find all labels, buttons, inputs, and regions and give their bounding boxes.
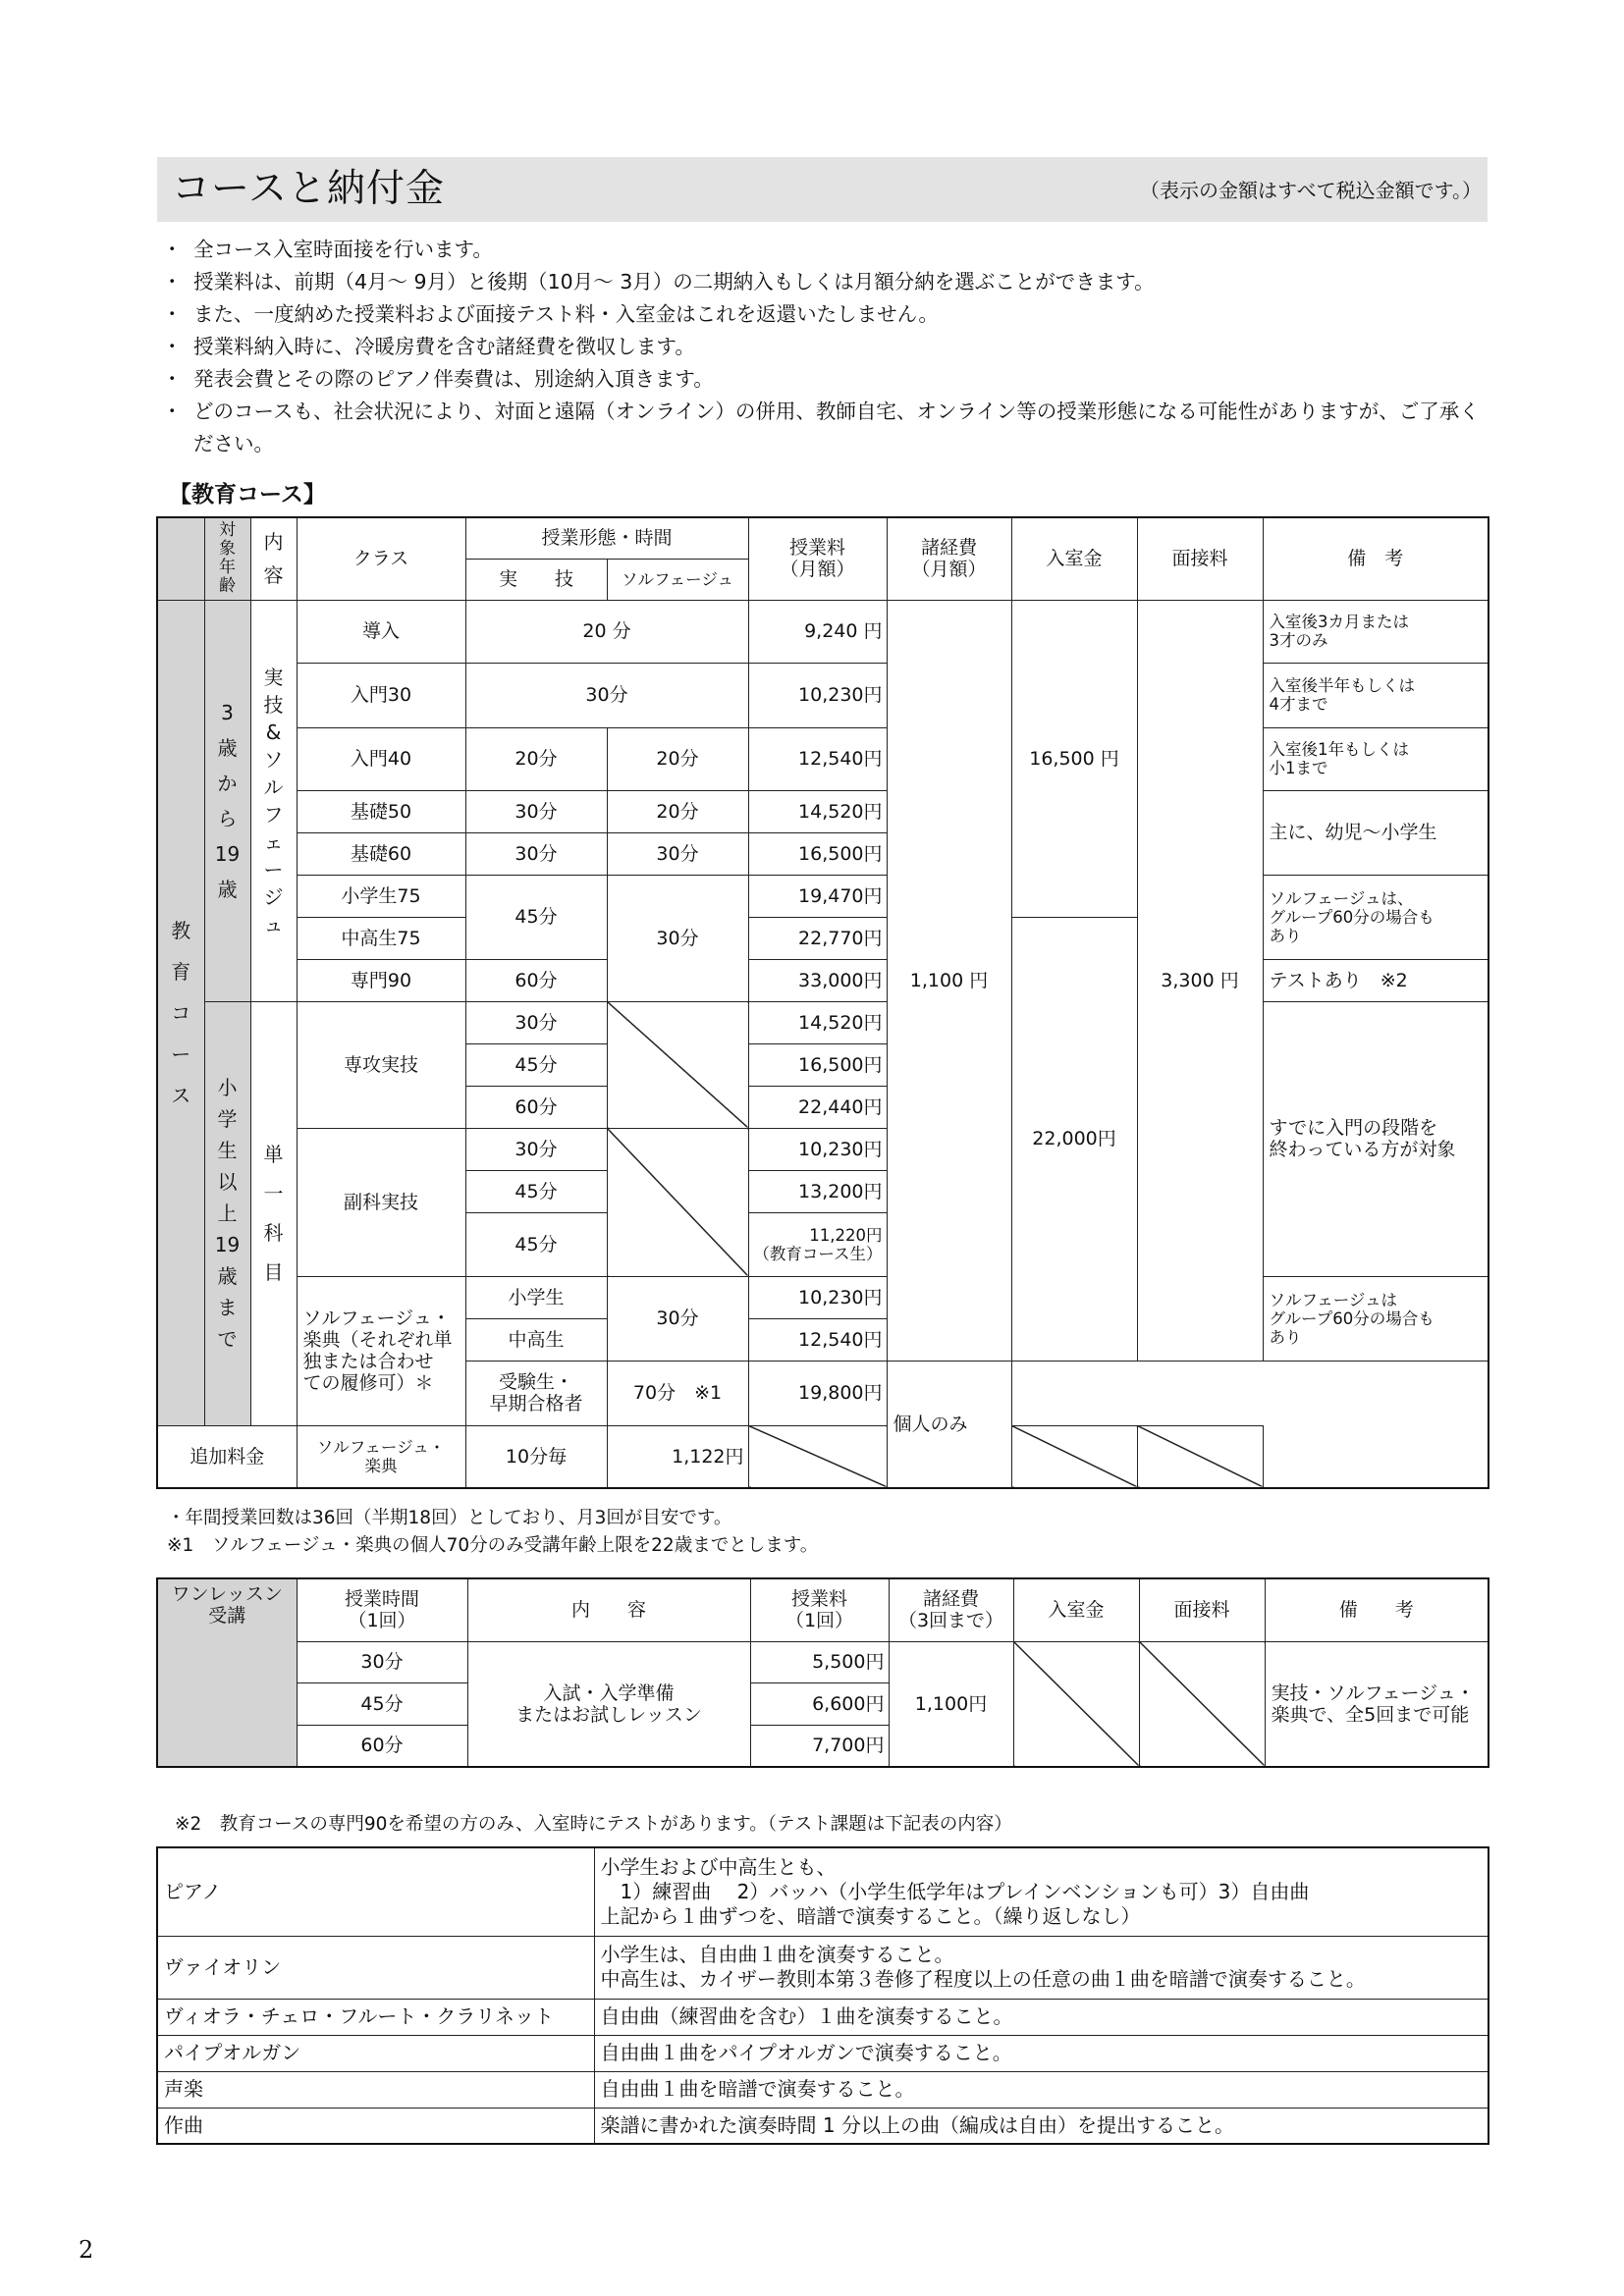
solfege-time: 30分 (607, 1276, 748, 1361)
major-time: 30分 (465, 1001, 607, 1043)
content-practical-solfege: 実 技 & ソ ル フ ェ ー ジ ュ (250, 600, 297, 1001)
empty-diagonal-cell (1013, 1641, 1139, 1767)
solfege-time: 20分 (607, 790, 748, 832)
extra-fee-time: 10分毎 (465, 1425, 607, 1488)
tuition-value: 10,230円 (748, 663, 887, 727)
header-target-age: 対 象 年 齢 (204, 517, 250, 600)
test-note: ※2 教育コースの専門90を希望の方のみ、入室時にテストがあります。（テスト課題は下記表の内容） (175, 1814, 1012, 1835)
class-name: 小学生75 (297, 875, 465, 917)
class-name: 基礎50 (297, 790, 465, 832)
remarks-cell: 個人のみ (887, 1361, 1011, 1488)
tuition-value: 13,200円 (748, 1170, 887, 1212)
test-content: 自由曲１曲をパイプオルガンで演奏すること。 (594, 2035, 1489, 2071)
test-content: 自由曲１曲を暗譜で演奏すること。 (594, 2071, 1489, 2108)
remarks-cell: ソルフェージュは、 グループ60分の場合も あり (1263, 875, 1489, 959)
tuition-value: 5,500円 (750, 1641, 889, 1682)
remarks-cell: ソルフェージュは グループ60分の場合も あり (1263, 1276, 1489, 1361)
lesson-content: 入試・入学準備 またはお試しレッスン (467, 1641, 750, 1767)
course-label-vertical: 教 育 コ ー ス (157, 600, 204, 1425)
tuition-value: 33,000円 (748, 959, 887, 1001)
tuition-value: 19,800円 (748, 1361, 887, 1425)
remarks-cell: テストあり ※2 (1263, 959, 1489, 1001)
tuition-value: 12,540円 (748, 1318, 887, 1361)
expenses-value: 1,100 円 (887, 600, 1011, 1361)
tuition-value: 9,240 円 (748, 600, 887, 663)
solfege-theory-label: ソルフェージュ・ 楽典（それぞれ単 独または合わせ ての履修可）＊ (297, 1276, 465, 1425)
note-line: ※1 ソルフェージュ・楽典の個人70分のみ受講年齢上限を22歳までとします。 (167, 1535, 819, 1556)
test-content: 楽譜に書かれた演奏時間 1 分以上の曲（編成は自由）を提出すること。 (594, 2108, 1489, 2144)
header-expenses: 諸経費 （3回まで） (889, 1578, 1013, 1641)
tuition-value: 16,500円 (748, 1043, 887, 1086)
class-name: 入門40 (297, 727, 465, 790)
class-time: 30分 (465, 663, 748, 727)
class-time: 20 分 (465, 600, 748, 663)
age-group-3-19: 3 歳 か ら 19 歳 (204, 600, 250, 1001)
header-entrance: 入室金 (1013, 1578, 1139, 1641)
class-name: 導入 (297, 600, 465, 663)
test-content: 自由曲（練習曲を含む）１曲を演奏すること。 (594, 1999, 1489, 2035)
header-interview: 面接料 (1139, 1578, 1265, 1641)
empty-diagonal-cell (1011, 1425, 1137, 1488)
solfege-level: 小学生 (465, 1276, 607, 1318)
tuition-value: 22,770円 (748, 917, 887, 959)
class-name: 基礎60 (297, 832, 465, 875)
header-entrance: 入室金 (1011, 517, 1137, 600)
expenses-value: 1,100円 (889, 1641, 1013, 1767)
bullet-item: ・ どのコースも、社会状況により、対面と遠隔（オンライン）の併用、教師自宅、オンライン等の授業形態になる可能性がありますが、ご了承ください。 (162, 396, 1497, 460)
remarks-cell: 入室後1年もしくは 小1まで (1263, 727, 1489, 790)
page-number: 2 (79, 2236, 94, 2264)
education-course-table (156, 516, 1489, 1489)
practical-time: 30分 (465, 832, 607, 875)
empty-diagonal-cell (607, 1001, 748, 1128)
bullet-item: ・ また、一度納めた授業料および面接テスト料・入室金はこれを返還いたしません。 (162, 298, 1497, 331)
minor-time: 45分 (465, 1170, 607, 1212)
tuition-value: 11,220円 （教育コース生） (748, 1212, 887, 1276)
page-title: コースと納付金 (172, 167, 446, 211)
header-practical: 実 技 (465, 559, 607, 600)
entrance-test-table (156, 1846, 1489, 2145)
class-name: 専門90 (297, 959, 465, 1001)
major-practical-label: 専攻実技 (297, 1001, 465, 1128)
header-solfege: ソルフェージュ (607, 559, 748, 600)
lesson-time: 30分 (297, 1641, 467, 1682)
bullet-item: ・ 全コース入室時面接を行います。 (162, 234, 1497, 266)
header-class: クラス (297, 517, 465, 600)
header-blank (157, 517, 204, 600)
tax-note: （表示の金額はすべて税込金額です。） (1140, 179, 1482, 202)
practical-time: 60分 (465, 959, 607, 1001)
entrance-value-1: 16,500 円 (1011, 600, 1137, 917)
solfege-time: 70分 ※1 (607, 1361, 748, 1425)
lesson-time: 45分 (297, 1682, 467, 1725)
interview-value: 3,300 円 (1137, 600, 1263, 1361)
entrance-value-2: 22,000円 (1011, 917, 1137, 1361)
solfege-time: 20分 (607, 727, 748, 790)
extra-fee-subject: ソルフェージュ・ 楽典 (297, 1425, 465, 1488)
remarks-cell: 入室後半年もしくは 4才まで (1263, 663, 1489, 727)
class-name: 入門30 (297, 663, 465, 727)
test-content: 小学生および中高生とも、 1）練習曲 2）バッハ（小学生低学年はプレインベンションも可）3）自由曲 上記から１曲ずつを、暗譜で演奏すること。（繰り返しなし） (594, 1847, 1489, 1936)
one-lesson-table (156, 1577, 1489, 1768)
tuition-value: 6,600円 (750, 1682, 889, 1725)
table-notes (167, 1505, 818, 1560)
header-remarks: 備 考 (1265, 1578, 1489, 1641)
test-instrument: ヴァイオリン (157, 1936, 594, 1999)
header-interview: 面接料 (1137, 517, 1263, 600)
remarks-cell: すでに入門の段階を 終わっている方が対象 (1263, 1001, 1489, 1276)
tuition-value: 16,500円 (748, 832, 887, 875)
test-instrument: ヴィオラ・チェロ・フルート・クラリネット (157, 1999, 594, 2035)
test-instrument: パイプオルガン (157, 2035, 594, 2071)
note-line: ・年間授業回数は36回（半期18回）としており、月3回が目安です。 (167, 1508, 732, 1528)
lesson-time: 60分 (297, 1725, 467, 1767)
education-section-title: 【教育コース】 (169, 482, 326, 507)
header-content: 内 容 (467, 1578, 750, 1641)
age-group-elem-19: 小 学 生 以 上 19 歳 ま で (204, 1001, 250, 1425)
tuition-value: 1,122円 (607, 1425, 748, 1488)
tuition-value: 22,440円 (748, 1086, 887, 1128)
empty-diagonal-cell (748, 1425, 887, 1488)
solfege-level: 受験生・ 早期合格者 (465, 1361, 607, 1425)
empty-diagonal-cell (1137, 1425, 1263, 1488)
practical-time: 30分 (465, 790, 607, 832)
tuition-value: 7,700円 (750, 1725, 889, 1767)
test-instrument: 作曲 (157, 2108, 594, 2144)
header-content: 内 容 (250, 517, 297, 600)
header-remarks: 備 考 (1263, 517, 1489, 600)
remarks-cell: 入室後3カ月または 3才のみ (1263, 600, 1489, 663)
solfege-time: 30分 (607, 832, 748, 875)
tuition-value: 10,230円 (748, 1128, 887, 1170)
tuition-value: 14,520円 (748, 1001, 887, 1043)
test-content: 小学生は、自由曲１曲を演奏すること。 中高生は、カイザー教則本第３巻修了程度以上の任意の曲１曲を暗譜で演奏すること。 (594, 1936, 1489, 1999)
header-expenses: 諸経費 （月額） (887, 517, 1011, 600)
practical-time: 45分 (465, 875, 607, 959)
minor-time: 45分 (465, 1212, 607, 1276)
header-tuition: 授業料 （月額） (748, 517, 887, 600)
empty-diagonal-cell (1139, 1641, 1265, 1767)
tuition-value: 19,470円 (748, 875, 887, 917)
bullet-item: ・ 授業料は、前期（4月～ 9月）と後期（10月～ 3月）の二期納入もしくは月額分納を選ぶことができます。 (162, 266, 1497, 298)
info-bullet-list (162, 234, 1497, 460)
test-instrument: 声楽 (157, 2071, 594, 2108)
extra-fee-label: 追加料金 (157, 1425, 297, 1488)
solfege-time: 30分 (607, 875, 748, 1001)
class-name: 中高生75 (297, 917, 465, 959)
major-time: 60分 (465, 1086, 607, 1128)
major-time: 45分 (465, 1043, 607, 1086)
content-single-subject: 単 一 科 目 (250, 1001, 297, 1425)
bullet-item: ・ 発表会費とその際のピアノ伴奏費は、別途納入頂きます。 (162, 363, 1497, 396)
tuition-value: 12,540円 (748, 727, 887, 790)
tuition-value: 10,230円 (748, 1276, 887, 1318)
bullet-item: ・ 授業料納入時に、冷暖房費を含む諸経費を徴収します。 (162, 331, 1497, 363)
remarks-cell: 主に、幼児～小学生 (1263, 790, 1489, 875)
minor-time: 30分 (465, 1128, 607, 1170)
test-instrument: ピアノ (157, 1847, 594, 1936)
practical-time: 20分 (465, 727, 607, 790)
one-lesson-label: ワンレッスン 受講 (157, 1578, 297, 1767)
remarks-cell: 実技・ソルフェージュ・ 楽典で、全5回まで可能 (1265, 1641, 1489, 1767)
header-time: 授業時間 （1回） (297, 1578, 467, 1641)
solfege-level: 中高生 (465, 1318, 607, 1361)
header-tuition: 授業料 （1回） (750, 1578, 889, 1641)
empty-diagonal-cell (607, 1128, 748, 1276)
minor-practical-label: 副科実技 (297, 1128, 465, 1276)
tuition-value: 14,520円 (748, 790, 887, 832)
header-format-time: 授業形態・時間 (465, 517, 748, 559)
